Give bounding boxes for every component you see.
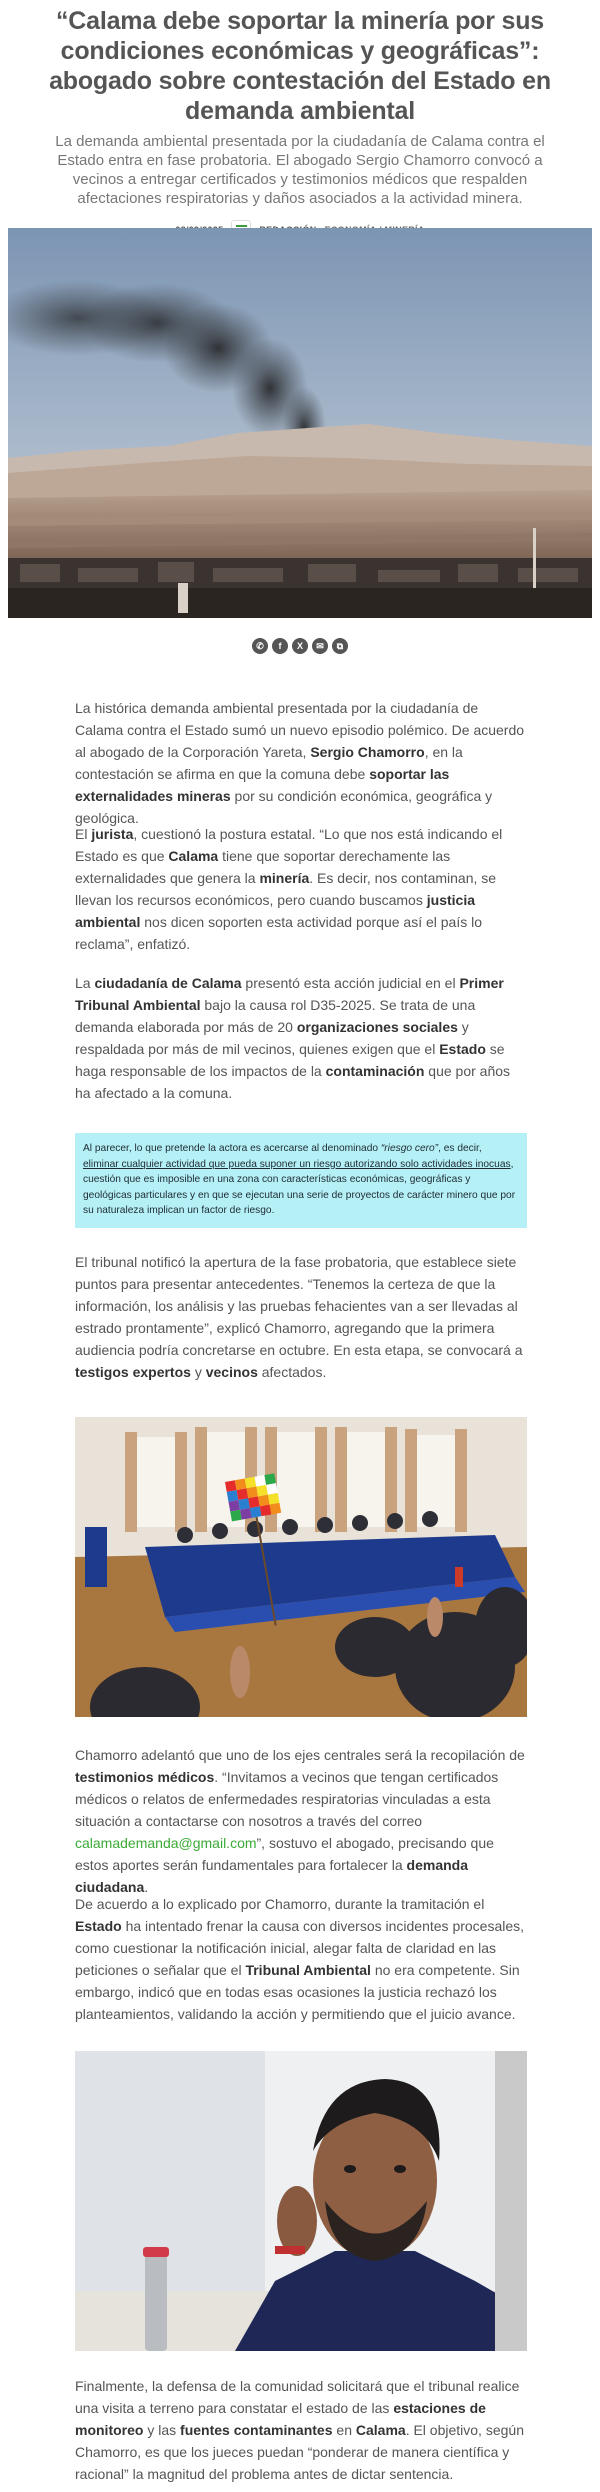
text: La histórica demanda ambiental presentada por la ciudadanía de Calama contra el Estado sumó un nuevo episodio polémico. De acuerdo al abogado de la Corporación Yareta, <box>75 700 525 760</box>
paragraph <box>75 697 527 829</box>
text: en <box>332 2422 356 2438</box>
paragraph <box>75 2375 527 2485</box>
text: tiene que soportar derechamente las externalidades que genera la <box>75 848 451 886</box>
text: presentó esta acción judicial en el <box>241 975 460 991</box>
text: De acuerdo a lo explicado por Chamorro, durante la tramitación el <box>75 1896 485 1912</box>
bold-text: Estado <box>439 1041 486 1057</box>
text: El tribunal notificó la apertura de la fase probatoria, que establece siete puntos para presentar antecedentes. “Tenemos la certeza de que la información, los análisis y las pruebas fehacientes van a ser llevadas al estrado prontamente”, explicó Chamorro, agregando que la primera audiencia podría concretarse en octubre. En esta etapa, se convocará a <box>75 1254 523 1358</box>
paragraph-5-block <box>75 1744 527 1898</box>
facebook-icon[interactable]: f <box>272 638 288 654</box>
text: El <box>75 826 92 842</box>
email-link[interactable]: calamademanda@gmail.com <box>75 1835 257 1851</box>
bold-text: ciudadanía de Calama <box>94 975 242 991</box>
underlined-text: eliminar cualquier actividad que pueda suponer un riesgo autorizando solo actividades inocuas <box>83 1158 511 1170</box>
paragraph-4-block <box>75 1251 527 1383</box>
paragraph <box>75 1251 527 1383</box>
paragraph <box>75 1744 527 1898</box>
text: , en la contestación se afirma en que la comuna debe <box>75 744 463 782</box>
text: Al parecer, lo que pretende la actora es acercarse al denominado <box>83 1143 381 1154</box>
bold-text: testigos expertos <box>75 1364 191 1380</box>
bold-text: organizaciones sociales <box>296 1019 458 1035</box>
text: , es decir, <box>438 1143 482 1154</box>
bold-text: Primer Tribunal Ambiental <box>75 975 504 1013</box>
quote-box <box>75 1133 527 1228</box>
bold-text: estaciones de monitoreo <box>75 2400 486 2438</box>
text: y <box>190 1364 206 1380</box>
article-subtitle: La demanda ambiental presentada por la ciudadanía de Calama contra el Estado entra en fase probatoria. El abogado Sergio Chamorro convocó a vecinos a entregar certificados y testimonios médicos que respalden afectaciones respiratorias y daños asociados a la actividad minera. <box>55 133 545 207</box>
text: La <box>75 975 95 991</box>
paragraph <box>75 972 527 1104</box>
text: , cuestionó la postura estatal. “Lo que nos está indicando el Estado es que <box>75 826 503 864</box>
paragraph <box>75 823 527 955</box>
email-icon[interactable]: ✉ <box>312 638 328 654</box>
text: que por años ha afectado a la comuna. <box>75 1063 511 1101</box>
paragraph-3-block <box>75 972 527 1104</box>
text: ha intentado frenar la causa con diversos incidentes procesales, como cuestionar la notificación inicial, alegar falta de claridad en las peticiones o señalar que el <box>75 1918 525 1978</box>
bold-text: testimonios médicos <box>75 1769 215 1785</box>
bold-text: contaminación <box>325 1063 425 1079</box>
paragraph <box>75 1893 527 2025</box>
portrait-photo <box>75 2051 527 2351</box>
copy-link-icon[interactable]: ⧉ <box>332 638 348 654</box>
paragraph-2-block <box>75 823 527 955</box>
text: , cuestión que es imposible en una zona con características económicas, geográficas y geológicas particulares y en que se ejecutan una serie de proyectos de carácter minero que por su naturaleza implican un factor de riesgo. <box>83 1158 516 1216</box>
bold-text: Sergio Chamorro <box>310 744 425 760</box>
text: se haga responsable de los impactos de la <box>75 1041 505 1079</box>
text: nos dicen soporten esta actividad porque así el país lo reclama”, enfatizó. <box>75 914 483 952</box>
text: . <box>144 1879 149 1895</box>
text: y las <box>143 2422 181 2438</box>
text: no era competente. Sin embargo, indicó que en todas esas ocasiones la justicia rechazó los planteamientos, validando la acción y permitiendo que el juicio avance. <box>75 1962 520 2022</box>
article-title: “Calama debe soportar la minería por sus condiciones económicas y geográficas”: abogado sobre contestación del Estado en demanda ambiental <box>49 7 551 125</box>
share-bar <box>0 638 600 654</box>
text: y respaldada por más de mil vecinos, quienes exigen que el <box>75 1019 469 1057</box>
text: . “Invitamos a vecinos que tengan certificados médicos o relatos de enfermedades respiratorias vinculadas a esta situación a contactarse con nosotros a través del correo <box>75 1769 499 1829</box>
text: bajo la causa rol D35-2025. Se trata de una demanda elaborada por más de 20 <box>75 997 476 1035</box>
bold-text: Estado <box>75 1918 122 1934</box>
text: Chamorro adelantó que uno de los ejes centrales será la recopilación de <box>75 1747 525 1763</box>
hearing-photo <box>75 1417 527 1717</box>
bold-text: minería <box>259 870 310 886</box>
hero-image <box>8 228 592 618</box>
bold-text: soportar las externalidades mineras <box>75 766 450 804</box>
whatsapp-icon[interactable]: ✆ <box>252 638 268 654</box>
x-icon[interactable]: X <box>292 638 308 654</box>
text: . El objetivo, según Chamorro, es que los jueces puedan “ponderar de manera científica y racional” la magnitud del problema antes de dictar sentencia. <box>75 2422 524 2482</box>
paragraph-6-block <box>75 1893 527 2025</box>
text: por su condición económica, geográfica y geológica. <box>75 788 493 826</box>
text: Finalmente, la defensa de la comunidad solicitará que el tribunal realice una visita a terreno para constatar el estado de las <box>75 2378 520 2416</box>
paragraph-1-block <box>75 697 527 829</box>
bold-text: vecinos <box>205 1364 258 1380</box>
bold-text: justicia ambiental <box>75 892 475 930</box>
bold-text: Tribunal Ambiental <box>245 1962 371 1978</box>
bold-text: jurista <box>91 826 134 842</box>
bold-text: Calama <box>168 848 219 864</box>
text: . Es decir, nos contaminan, se llevan los recursos económicos, pero cuando buscamos <box>75 870 497 908</box>
bold-text: fuentes contaminantes <box>180 2422 333 2438</box>
paragraph-7-block <box>75 2375 527 2485</box>
text: afectados. <box>257 1364 327 1380</box>
bold-text: Calama <box>355 2422 406 2438</box>
text: ”, sostuvo el abogado, precisando que estos aportes serán fundamentales para fortalecer la <box>75 1835 494 1873</box>
italic-text: “riesgo cero” <box>380 1143 439 1154</box>
bold-text: demanda ciudadana <box>75 1857 468 1895</box>
